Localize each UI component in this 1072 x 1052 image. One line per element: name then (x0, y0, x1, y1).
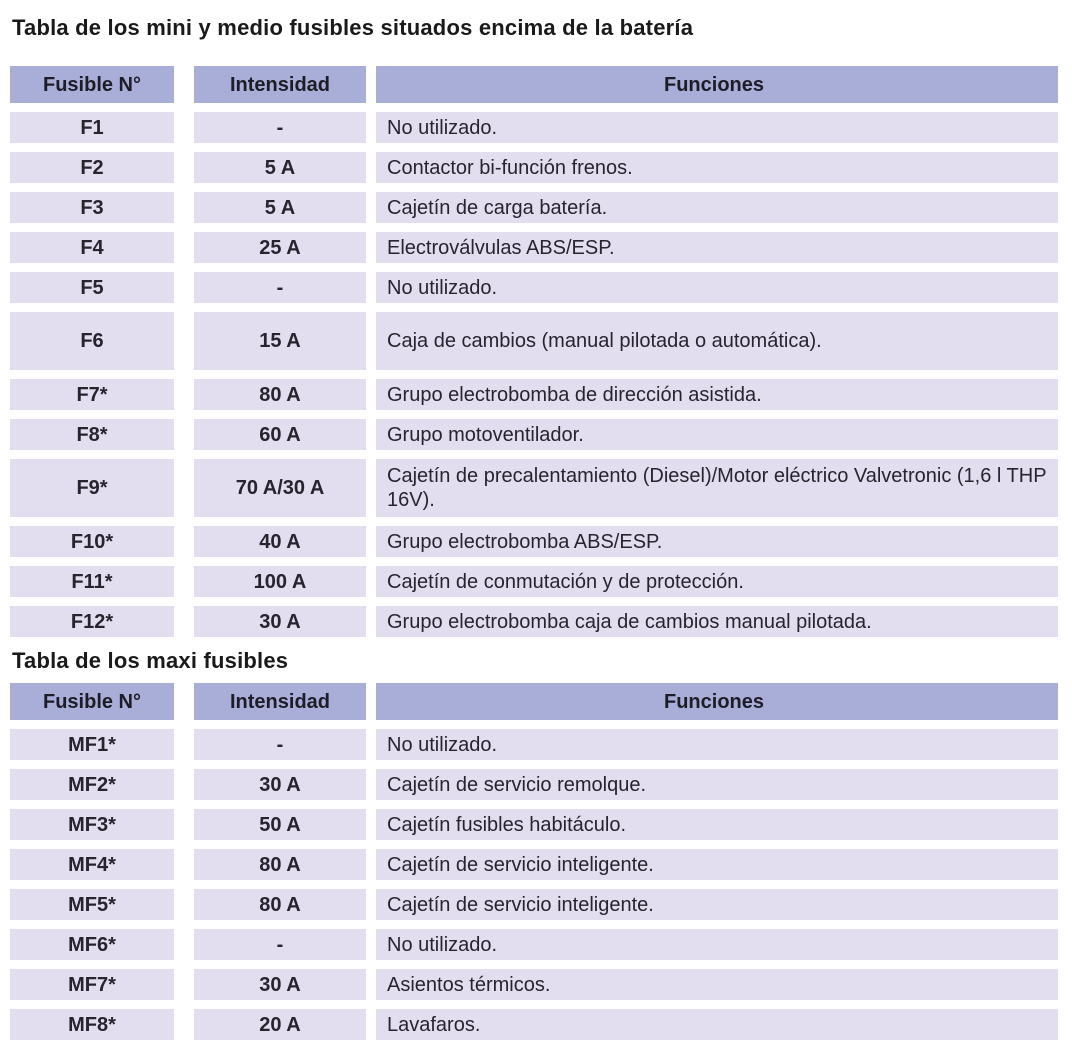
fuse-number-cell: MF4* (10, 849, 174, 880)
intensity-cell: - (194, 272, 366, 303)
function-cell: Grupo electrobomba ABS/ESP. (376, 526, 1058, 557)
table-row (10, 192, 1058, 223)
intensity-cell: 100 A (194, 566, 366, 597)
intensity-cell: 40 A (194, 526, 366, 557)
column-header-functions: Funciones (376, 683, 1058, 720)
intensity-cell: 60 A (194, 419, 366, 450)
intensity-cell: 15 A (194, 312, 366, 370)
intensity-cell: - (194, 112, 366, 143)
table-row (10, 729, 1058, 760)
mini-medio-fuse-table (10, 66, 1058, 637)
table-header-row (10, 66, 1058, 103)
table-row (10, 112, 1058, 143)
function-cell: Caja de cambios (manual pilotada o automática). (376, 312, 1058, 370)
table-row (10, 419, 1058, 450)
column-header-fuse-number: Fusible N° (10, 66, 174, 103)
function-cell: No utilizado. (376, 929, 1058, 960)
fuse-number-cell: F10* (10, 526, 174, 557)
intensity-cell: 20 A (194, 1009, 366, 1040)
fuse-number-cell: F6 (10, 312, 174, 370)
fuse-number-cell: MF5* (10, 889, 174, 920)
fuse-number-cell: F7* (10, 379, 174, 410)
intensity-cell: 80 A (194, 889, 366, 920)
intensity-cell: 50 A (194, 809, 366, 840)
intensity-cell: 5 A (194, 192, 366, 223)
fuse-number-cell: MF3* (10, 809, 174, 840)
intensity-cell: 30 A (194, 769, 366, 800)
table-row (10, 152, 1058, 183)
table-row (10, 889, 1058, 920)
table-row (10, 526, 1058, 557)
maxi-fuse-table (10, 683, 1058, 1040)
table-body (10, 112, 1058, 637)
table-row (10, 272, 1058, 303)
function-cell: Lavafaros. (376, 1009, 1058, 1040)
intensity-cell: - (194, 929, 366, 960)
function-cell: Grupo motoventilador. (376, 419, 1058, 450)
function-cell: Cajetín de servicio inteligente. (376, 889, 1058, 920)
fuse-number-cell: MF2* (10, 769, 174, 800)
fuse-number-cell: F11* (10, 566, 174, 597)
intensity-cell: - (194, 729, 366, 760)
column-header-fuse-number: Fusible N° (10, 683, 174, 720)
table-row (10, 459, 1058, 517)
table-row (10, 606, 1058, 637)
table-row (10, 1009, 1058, 1040)
function-cell: Cajetín de precalentamiento (Diesel)/Motor eléctrico Valvetronic (1,6 l THP 16V). (376, 459, 1058, 517)
column-header-intensity: Intensidad (194, 683, 366, 720)
fuse-number-cell: F9* (10, 459, 174, 517)
table-header-row (10, 683, 1058, 720)
fuse-number-cell: F1 (10, 112, 174, 143)
intensity-cell: 70 A/30 A (194, 459, 366, 517)
function-cell: No utilizado. (376, 729, 1058, 760)
mini-medio-fuse-table-title: Tabla de los mini y medio fusibles situados encima de la batería (12, 15, 694, 40)
table-row (10, 809, 1058, 840)
table-row (10, 849, 1058, 880)
intensity-cell: 5 A (194, 152, 366, 183)
fuse-number-cell: F12* (10, 606, 174, 637)
fuse-number-cell: MF8* (10, 1009, 174, 1040)
column-header-functions: Funciones (376, 66, 1058, 103)
function-cell: Cajetín fusibles habitáculo. (376, 809, 1058, 840)
table-row (10, 969, 1058, 1000)
intensity-cell: 30 A (194, 606, 366, 637)
intensity-cell: 25 A (194, 232, 366, 263)
fuse-number-cell: F2 (10, 152, 174, 183)
function-cell: Cajetín de servicio inteligente. (376, 849, 1058, 880)
maxi-fuse-table-title: Tabla de los maxi fusibles (12, 648, 289, 673)
fuse-number-cell: MF1* (10, 729, 174, 760)
fuse-number-cell: F4 (10, 232, 174, 263)
function-cell: No utilizado. (376, 272, 1058, 303)
fuse-number-cell: F8* (10, 419, 174, 450)
table-row (10, 379, 1058, 410)
table-row (10, 312, 1058, 370)
table-row (10, 929, 1058, 960)
function-cell: Cajetín de conmutación y de protección. (376, 566, 1058, 597)
function-cell: Cajetín de carga batería. (376, 192, 1058, 223)
intensity-cell: 80 A (194, 379, 366, 410)
function-cell: No utilizado. (376, 112, 1058, 143)
table-row (10, 566, 1058, 597)
table-row (10, 769, 1058, 800)
intensity-cell: 80 A (194, 849, 366, 880)
fuse-number-cell: MF7* (10, 969, 174, 1000)
function-cell: Grupo electrobomba caja de cambios manual pilotada. (376, 606, 1058, 637)
column-header-intensity: Intensidad (194, 66, 366, 103)
function-cell: Cajetín de servicio remolque. (376, 769, 1058, 800)
fuse-number-cell: MF6* (10, 929, 174, 960)
function-cell: Grupo electrobomba de dirección asistida. (376, 379, 1058, 410)
fuse-number-cell: F5 (10, 272, 174, 303)
table-body (10, 729, 1058, 1040)
function-cell: Asientos térmicos. (376, 969, 1058, 1000)
fuse-number-cell: F3 (10, 192, 174, 223)
function-cell: Contactor bi-función frenos. (376, 152, 1058, 183)
table-row (10, 232, 1058, 263)
function-cell: Electroválvulas ABS/ESP. (376, 232, 1058, 263)
intensity-cell: 30 A (194, 969, 366, 1000)
